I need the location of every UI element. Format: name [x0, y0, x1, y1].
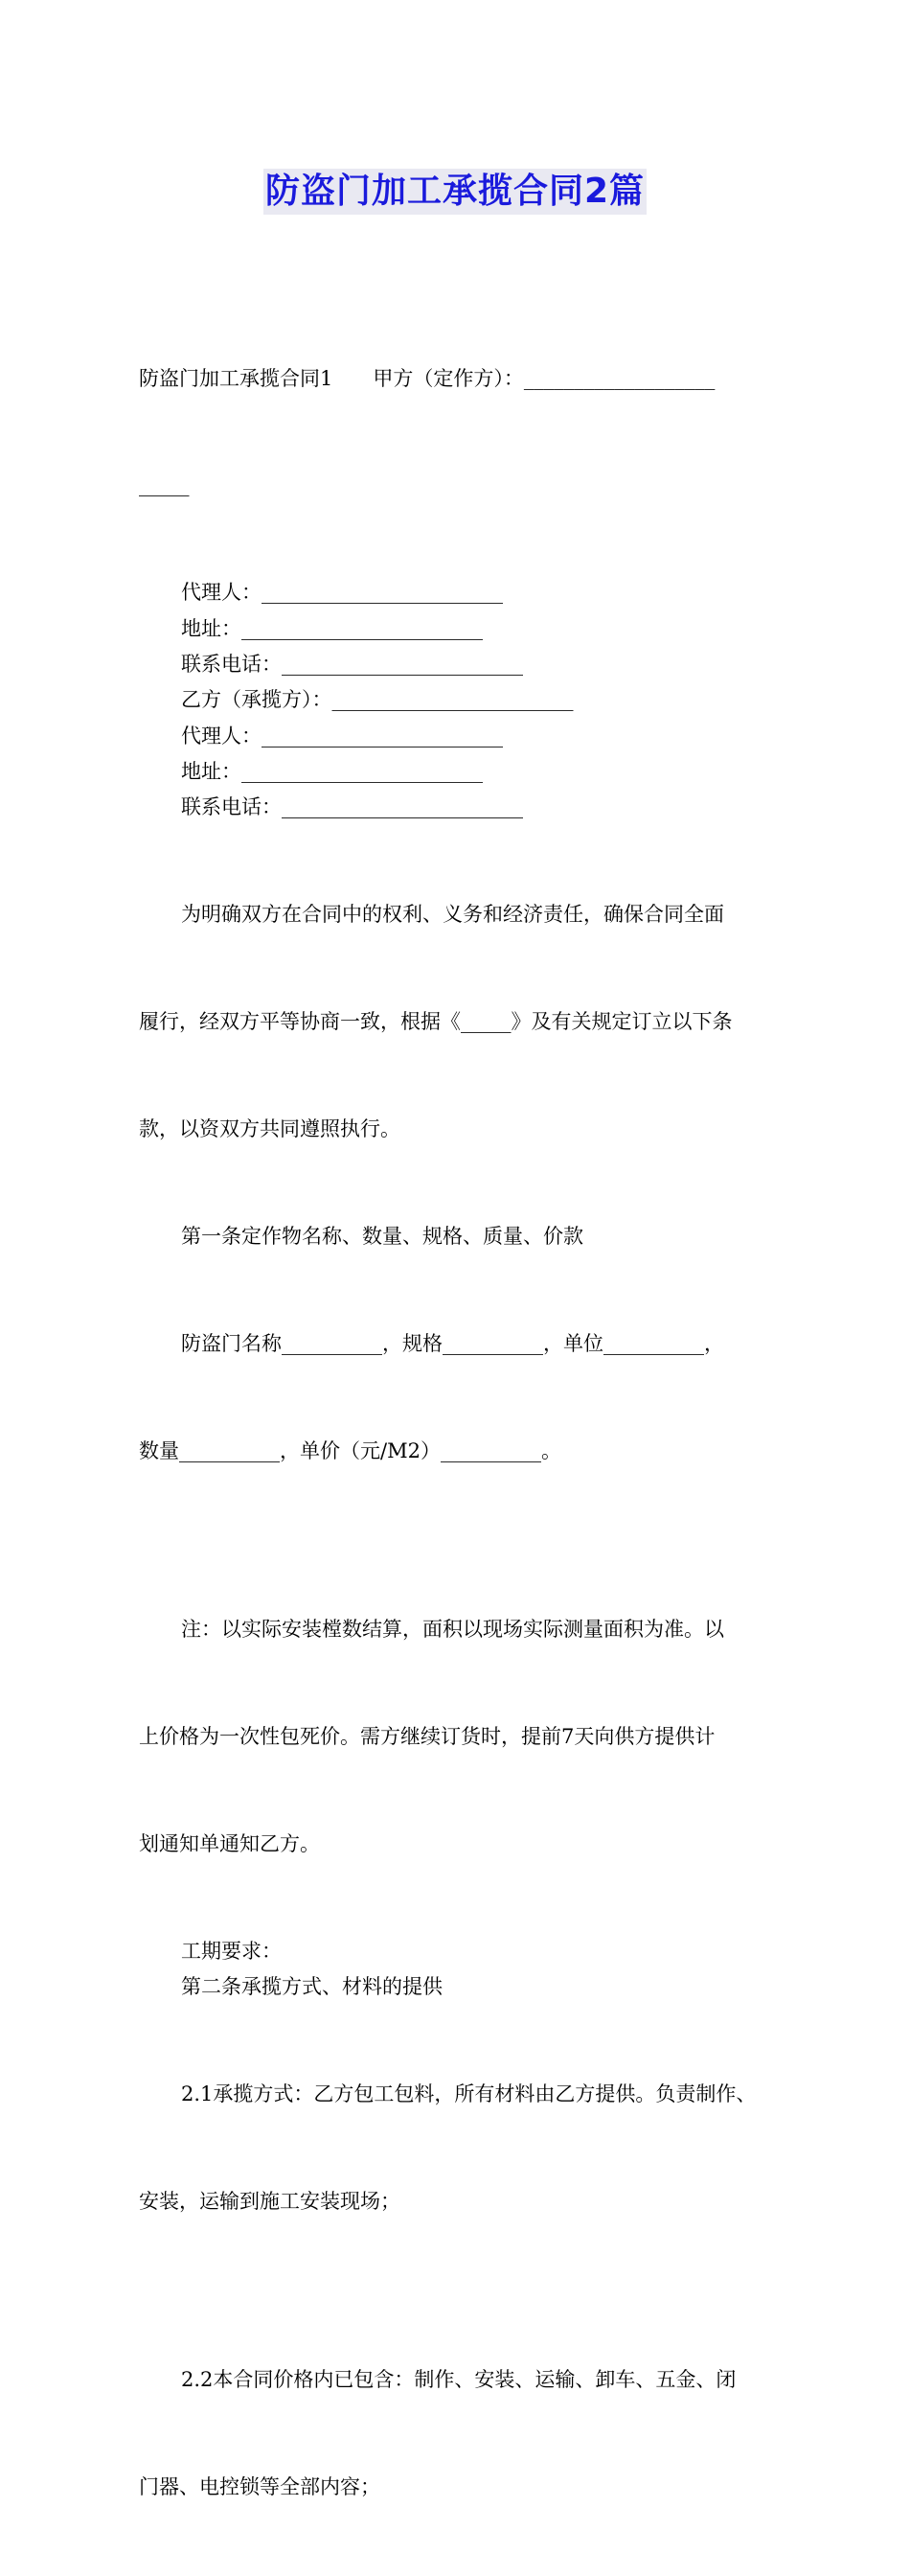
- note-line-3: 划通知单通知乙方。: [139, 1831, 320, 1855]
- intro-line-1: 为明确双方在合同中的权利、义务和经济责任，确保合同全面: [181, 903, 724, 927]
- spec-line-2: 数量__________，单价（元/M2）__________。: [139, 1438, 561, 1462]
- intro-paragraph: [139, 825, 790, 1218]
- clause-2-2: [139, 2291, 790, 2576]
- schedule-requirement: 工期要求：: [181, 1939, 282, 1963]
- party-b-name: 乙方（承揽方）：________________________: [181, 688, 574, 712]
- party-a-phone: 联系电话：________________________: [181, 652, 523, 676]
- document-title: 防盗门加工承揽合同2篇: [263, 169, 647, 215]
- article2-heading: 第二条承揽方式、材料的提供: [181, 1974, 443, 1998]
- intro-line-3: 款，以资双方共同遵照执行。: [139, 1116, 400, 1140]
- party-a-agent: 代理人：________________________: [181, 581, 503, 605]
- intro-line-2: 履行，经双方平等协商一致，根据《_____》及有关规定订立以下条: [139, 1009, 733, 1033]
- party-a-address: 地址：________________________: [181, 616, 483, 640]
- party-b-address: 地址：________________________: [181, 759, 483, 783]
- document-body: [139, 289, 790, 2576]
- note-line-2: 上价格为一次性包死价。需方继续订货时，提前7天向供方提供计: [139, 1724, 716, 1748]
- article1-heading: 第一条定作物名称、数量、规格、质量、价款: [181, 1224, 583, 1248]
- party-b-agent: 代理人：________________________: [181, 724, 503, 748]
- header-line-2: _____: [139, 473, 190, 497]
- clause-2-1-line-1: 2.1承揽方式：乙方包工包料，所有材料由乙方提供。负责制作、: [181, 2082, 757, 2105]
- clause-2-2-line-2: 门器、电控锁等全部内容；: [139, 2475, 380, 2499]
- clause-2-1: [139, 2005, 790, 2290]
- note-line-1: 注：以实际安装樘数结算，面积以现场实际测量面积为准。以: [181, 1617, 724, 1641]
- spec-line-1: 防盗门名称__________，规格__________，单位__________，: [181, 1331, 724, 1355]
- title-container: [0, 169, 910, 215]
- header-line: [139, 289, 790, 575]
- clause-2-1-line-2: 安装，运输到施工安装现场；: [139, 2189, 400, 2213]
- party-b-phone: 联系电话：________________________: [181, 795, 523, 819]
- spec-paragraph: [139, 1254, 790, 1540]
- header-line-1: 防盗门加工承揽合同1 甲方（定作方）：___________________: [139, 366, 716, 390]
- clause-2-2-line-1: 2.2本合同价格内已包含：制作、安装、运输、卸车、五金、闭: [181, 2368, 737, 2392]
- note-paragraph: [139, 1540, 790, 1933]
